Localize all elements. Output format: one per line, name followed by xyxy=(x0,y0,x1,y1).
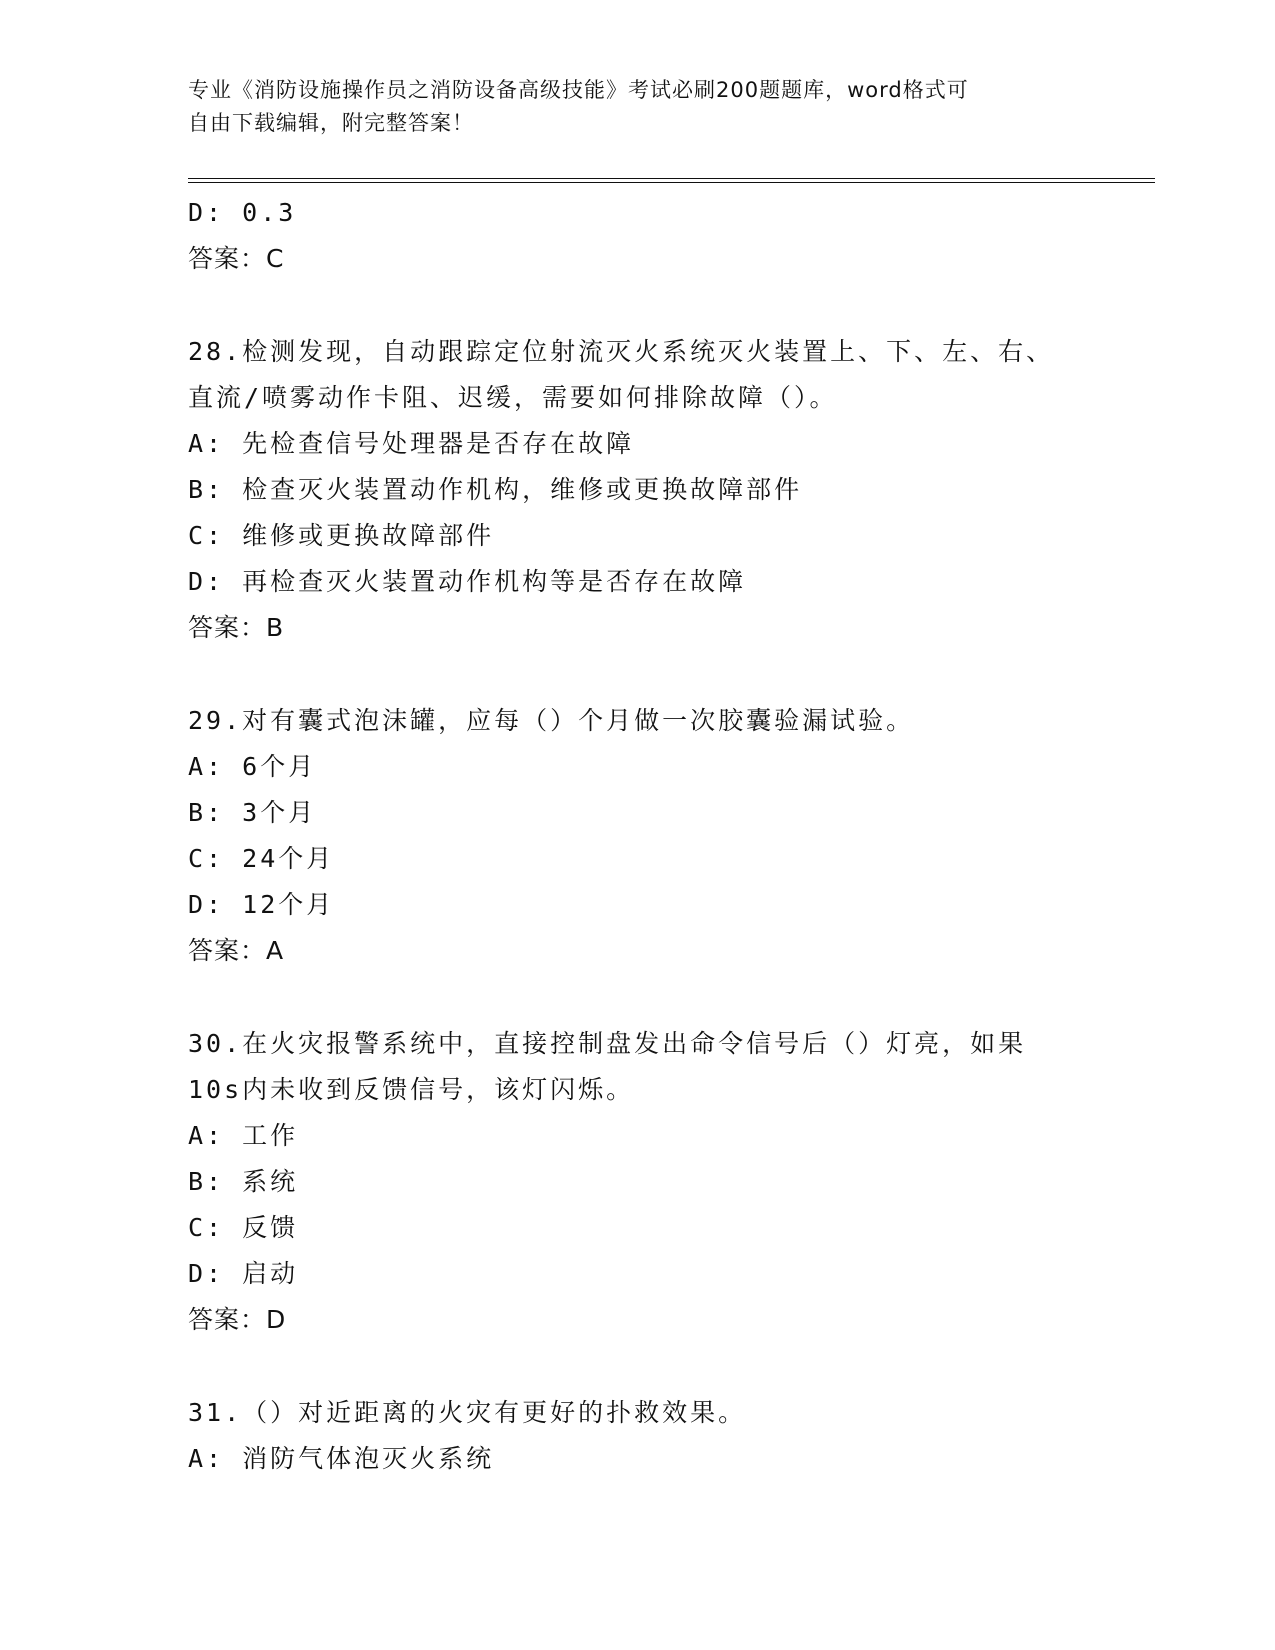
question-stem: 30.在火灾报警系统中，直接控制盘发出命令信号后（）灯亮，如果 xyxy=(188,1029,1027,1058)
option-a: A: 先检查信号处理器是否存在故障 xyxy=(188,429,635,458)
option-c: C: 24个月 xyxy=(188,844,335,873)
option-d: D: 再检查灭火装置动作机构等是否存在故障 xyxy=(188,567,747,596)
option-c: C: 反馈 xyxy=(188,1213,299,1242)
question-gap xyxy=(188,651,1068,698)
question-stem: 31.（）对近距离的火灾有更好的扑救效果。 xyxy=(188,1398,747,1427)
page-header xyxy=(188,74,1088,140)
question-item-29 xyxy=(188,698,1068,974)
option-b: B: 系统 xyxy=(188,1167,299,1196)
option-a: A: 消防气体泡灭火系统 xyxy=(188,1444,495,1473)
answer-line: 答案：C xyxy=(188,244,285,273)
header-line-2: 自由下载编辑，附完整答案！ xyxy=(188,111,474,135)
header-line-1: 专业《消防设施操作员之消防设备高级技能》考试必刷200题题库，word格式可 xyxy=(188,78,969,102)
option-c: C: 维修或更换故障部件 xyxy=(188,521,495,550)
question-stem-continued: 直流/喷雾动作卡阻、迟缓，需要如何排除故障（）。 xyxy=(188,383,838,412)
option-b: B: 3个月 xyxy=(188,798,317,827)
question-stem: 28.检测发现，自动跟踪定位射流灭火系统灭火装置上、下、左、右、 xyxy=(188,337,1055,366)
question-item-30 xyxy=(188,1021,1068,1343)
option-a: A: 工作 xyxy=(188,1121,299,1150)
question-gap xyxy=(188,282,1068,329)
option-d: D: 启动 xyxy=(188,1259,299,1288)
question-stem-continued: 10s内未收到反馈信号，该灯闪烁。 xyxy=(188,1075,635,1104)
option-b: B: 检查灭火装置动作机构，维修或更换故障部件 xyxy=(188,475,803,504)
question-item-31 xyxy=(188,1390,1068,1482)
question-stem: 29.对有囊式泡沫罐，应每（）个月做一次胶囊验漏试验。 xyxy=(188,706,915,735)
question-item-28 xyxy=(188,329,1068,651)
answer-line: 答案：D xyxy=(188,1305,287,1334)
header-double-rule xyxy=(188,178,1155,183)
answer-line: 答案：B xyxy=(188,613,285,642)
option-a: A: 6个月 xyxy=(188,752,317,781)
question-gap xyxy=(188,1343,1068,1390)
option-d: D: 0.3 xyxy=(188,198,297,227)
answer-line: 答案：A xyxy=(188,936,285,965)
option-d: D: 12个月 xyxy=(188,890,335,919)
question-content xyxy=(188,190,1068,1482)
question-gap xyxy=(188,974,1068,1021)
